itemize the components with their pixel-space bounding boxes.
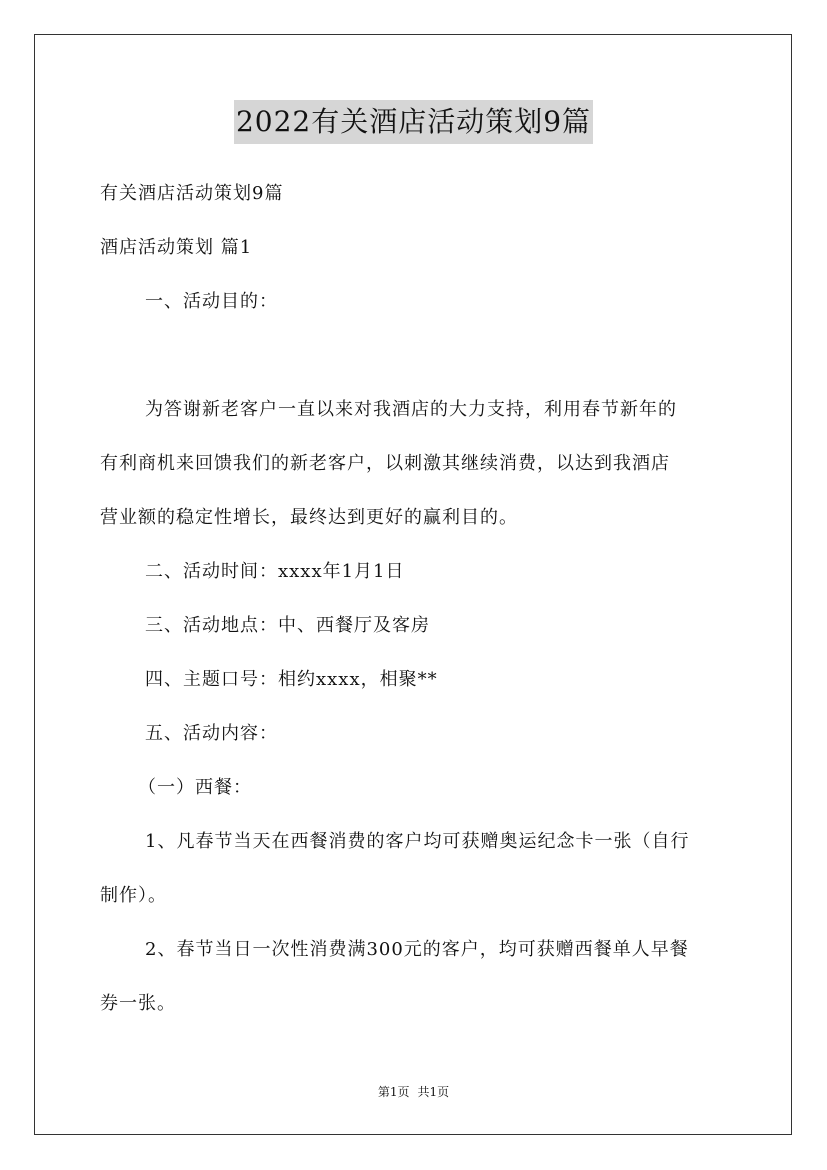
page-footer [0, 1084, 827, 1100]
paragraph-line: 制作）。 [100, 885, 167, 906]
section-heading: 酒店活动策划 篇1 [100, 237, 253, 258]
paragraph-line: 五、活动内容： [145, 723, 278, 744]
paragraph-line: 三、活动地点：中、西餐厅及客房 [145, 615, 430, 636]
paragraph-line: 1、凡春节当天在西餐消费的客户均可获赠奥运纪念卡一张（自行 [145, 831, 690, 852]
paragraph-line: 2、春节当日一次性消费满300元的客户，均可获赠西餐单人早餐 [145, 939, 689, 960]
document-title: 2022有关酒店活动策划9篇 [234, 100, 593, 144]
subtitle-line: 有关酒店活动策划9篇 [100, 183, 284, 204]
paragraph-line: 四、主题口号：相约xxxx，相聚** [145, 669, 438, 690]
title-container [0, 100, 827, 144]
paragraph-line: 有利商机来回馈我们的新老客户，以刺激其继续消费，以达到我酒店 [100, 453, 670, 474]
paragraph-line: 为答谢新老客户一直以来对我酒店的大力支持，利用春节新年的 [145, 399, 677, 420]
paragraph-line: （一）西餐： [138, 777, 252, 798]
paragraph-line: 一、活动目的： [145, 291, 278, 312]
page-total: 共1页 [417, 1085, 450, 1099]
paragraph-line: 二、活动时间：xxxx年1月1日 [145, 561, 405, 582]
page-number: 第1页 [377, 1085, 410, 1099]
paragraph-line: 营业额的稳定性增长，最终达到更好的赢利目的。 [100, 507, 518, 528]
paragraph-line: 券一张。 [100, 993, 176, 1014]
